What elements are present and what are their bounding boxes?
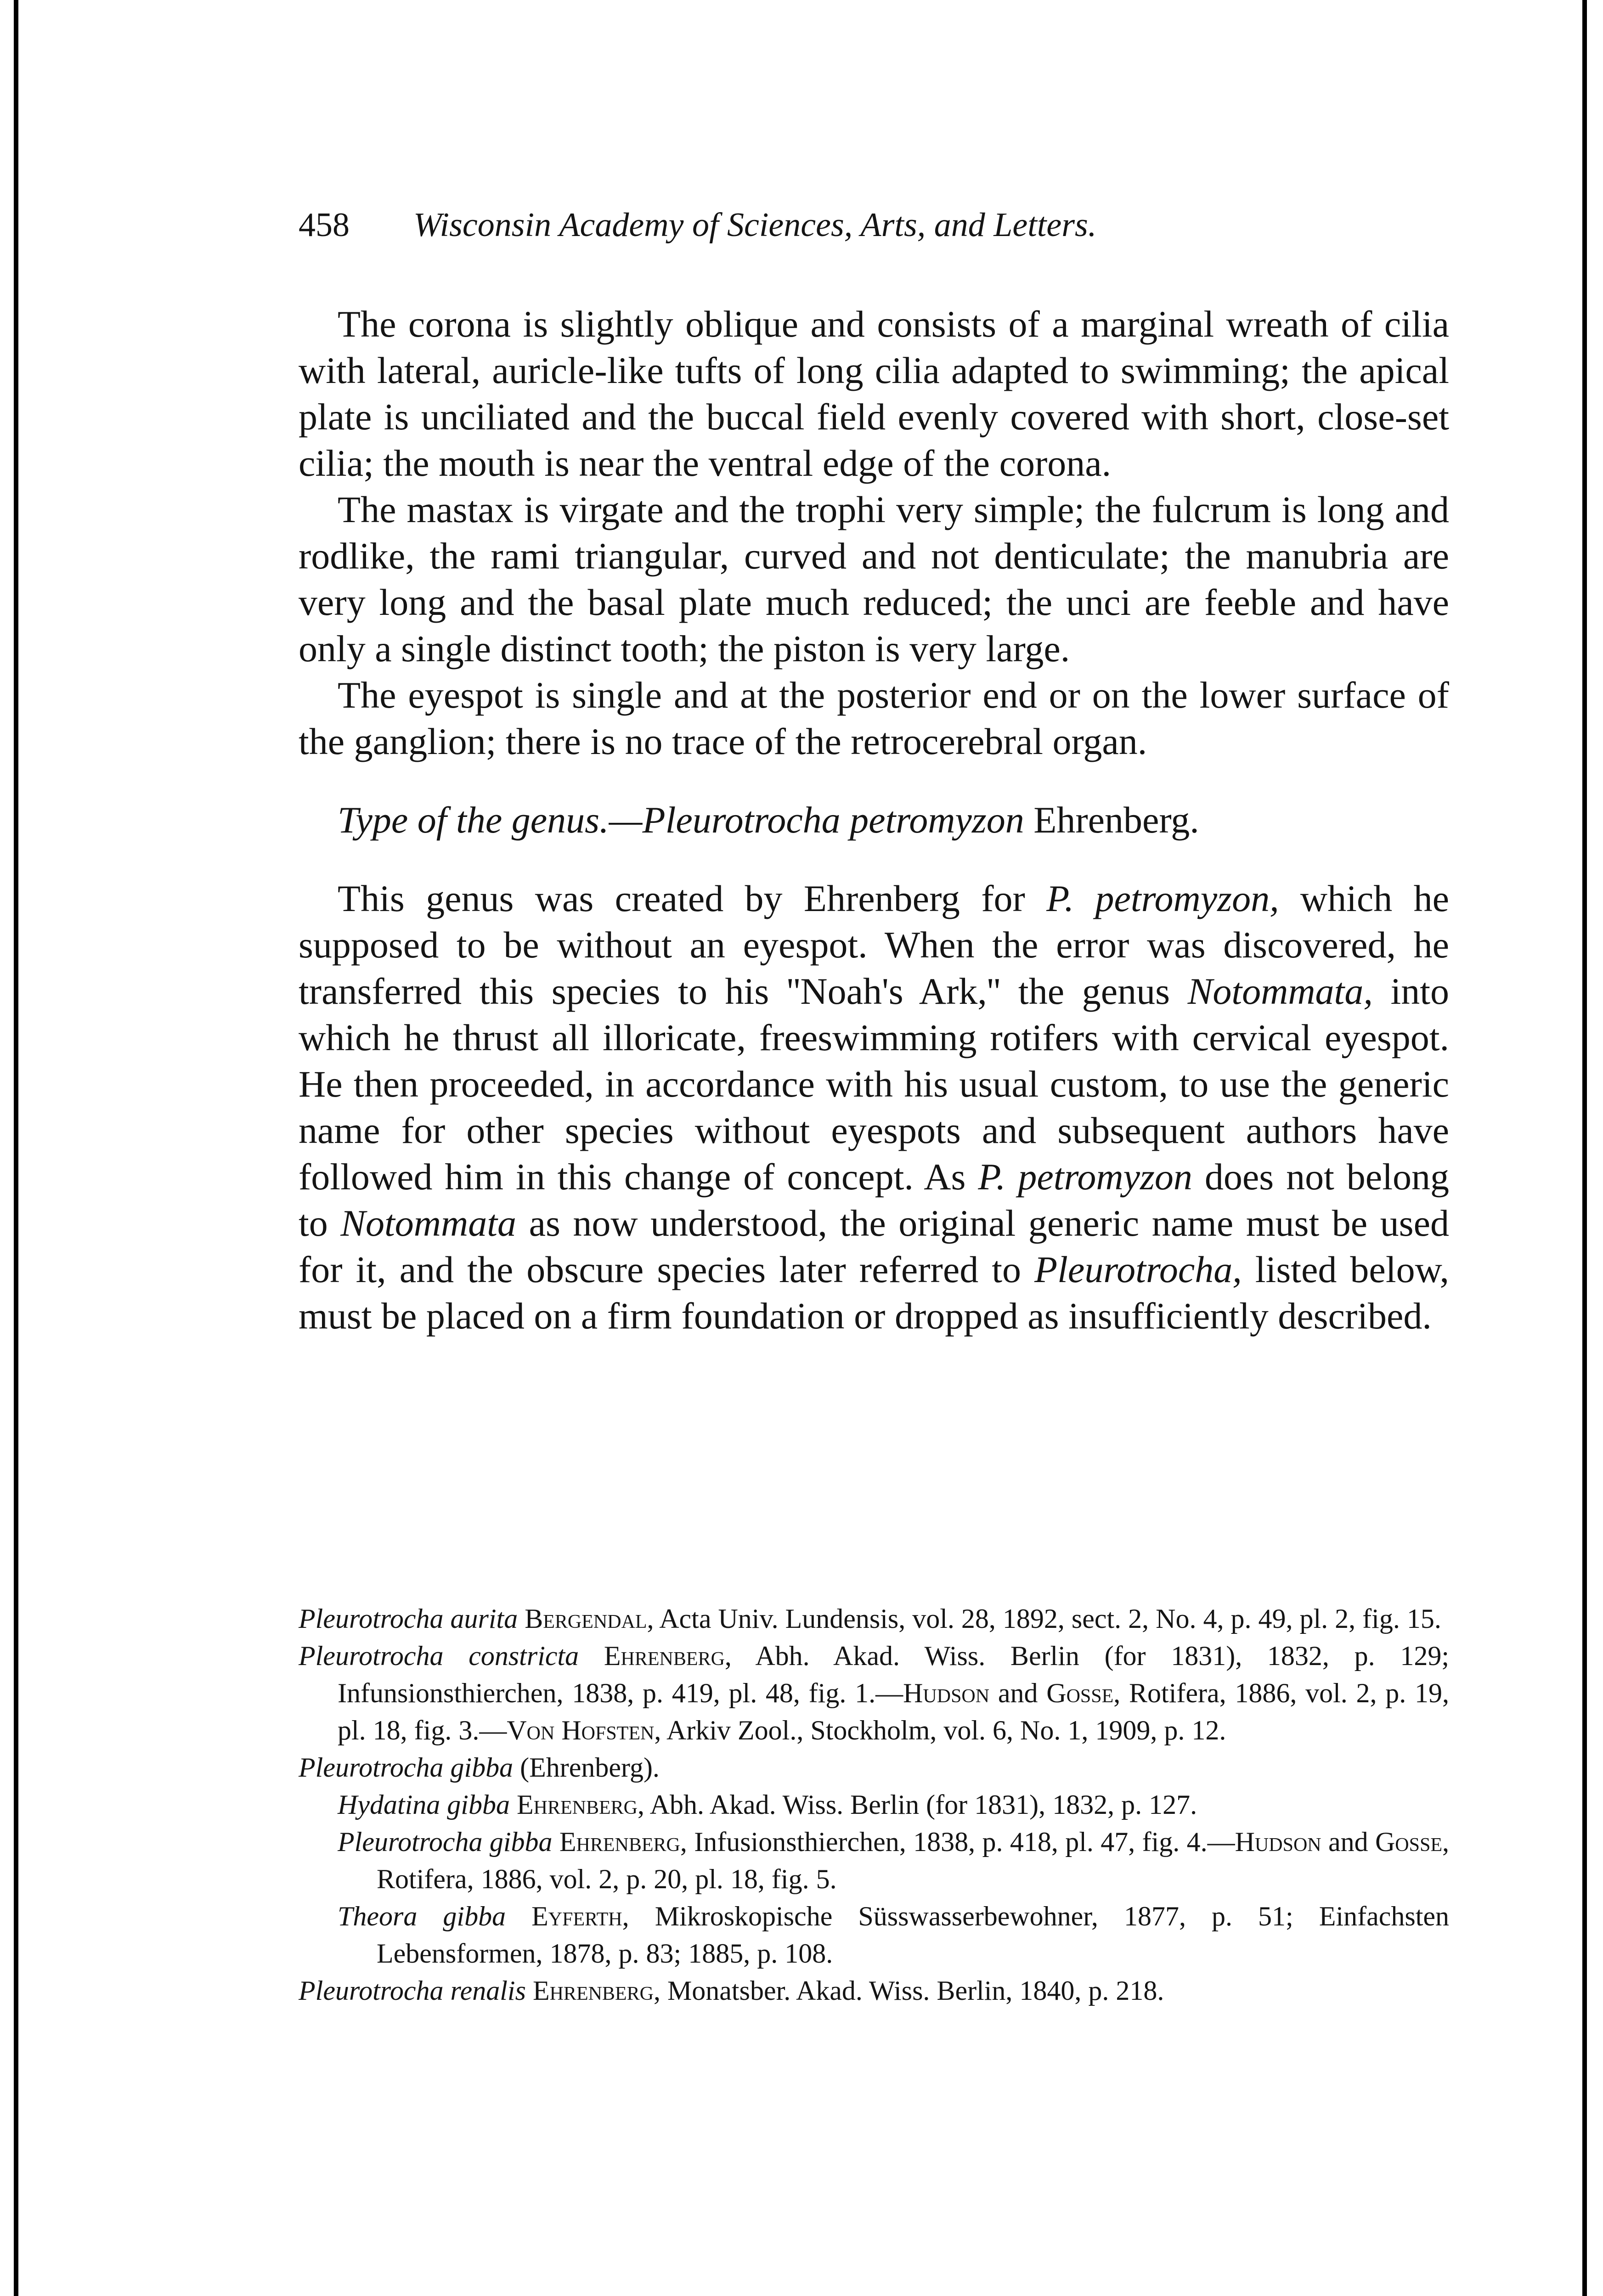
reference-entry: Pleurotrocha gibba Ehrenberg, Infusionsthierchen, 1838, p. 418, pl. 47, fig. 4.—Hudson and Gosse, Rotifera, 1886, vol. 2, p. 20, pl. 18, fig. 5. <box>338 1827 1450 1894</box>
page-number: 458 <box>299 206 350 244</box>
reference-entry: Pleurotrocha constricta Ehrenberg, Abh. Akad. Wiss. Berlin (for 1831), 1832, p. 129; Infunsionsthierchen, 1838, p. 419, pl. 48, fig. 1.—Hudson and Gosse, Rotifera, 1886, vol. 2, p. 19, pl. 18, fig. 3.—Von Hofsten, Arkiv Zool., Stockholm, vol. 6, No. 1, 1909, p. 12. <box>299 1641 1450 1745</box>
reference-entry: Theora gibba Eyferth, Mikroskopische Süsswasserbewohner, 1877, p. 51; Einfachsten Lebensformen, 1878, p. 83; 1885, p. 108. <box>338 1901 1449 1969</box>
reference-entry: Hydatina gibba Ehrenberg, Abh. Akad. Wiss. Berlin (for 1831), 1832, p. 127. <box>338 1790 1197 1820</box>
reference-entry: Pleurotrocha aurita Bergendal, Acta Univ. Lundensis, vol. 28, 1892, sect. 2, No. 4, p. 49, pl. 2, fig. 15. <box>299 1604 1441 1634</box>
reference-entry: Pleurotrocha renalis Ehrenberg, Monatsber. Akad. Wiss. Berlin, 1840, p. 218. <box>299 1975 1164 2006</box>
running-header <box>299 202 1449 248</box>
paragraph-eyespot: The eyespot is single and at the posterior end or on the lower surface of the ganglion; there is no trace of the retrocerebral organ. <box>299 674 1449 762</box>
paragraph-genus-history: This genus was created by Ehrenberg for P. petromyzon, which he supposed to be without an eyespot. When the error was discovered, he transferred this species to his ''Noah's Ark,'' the genus Notommata, into which he thrust all illoricate, freeswimming rotifers with cervical eyespot. He then proceeded, in accordance with his usual custom, to use the generic name for other species without eyespots and subsequent authors have followed him in this change of concept. As P. petromyzon does not belong to Notommata as now understood, the original generic name must be used for it, and the obscure species later referred to Pleurotrocha, listed below, must be placed on a firm foundation or dropped as insufficiently described. <box>299 878 1450 1337</box>
reference-entry: Pleurotrocha gibba (Ehrenberg). <box>299 1752 660 1783</box>
journal-title: Wisconsin Academy of Sciences, Arts, and Letters. <box>413 206 1097 244</box>
body-text <box>299 301 1449 1339</box>
type-of-genus: Type of the genus.—Pleurotrocha petromyzon Ehrenberg. <box>338 799 1199 841</box>
paragraph-mastax: The mastax is virgate and the trophi very simple; the fulcrum is long and rodlike, the rami triangular, curved and not denticulate; the manubria are very long and the basal plate much reduced; the unci are feeble and have only a single distinct tooth; the piston is very large. <box>299 489 1449 670</box>
references-list <box>299 1600 1449 2009</box>
paragraph-corona: The corona is slightly oblique and consists of a marginal wreath of cilia with lateral, auricle-like tufts of long cilia adapted to swimming; the apical plate is unciliated and the buccal field evenly covered with short, close-set cilia; the mouth is near the ventral edge of the corona. <box>299 303 1449 484</box>
